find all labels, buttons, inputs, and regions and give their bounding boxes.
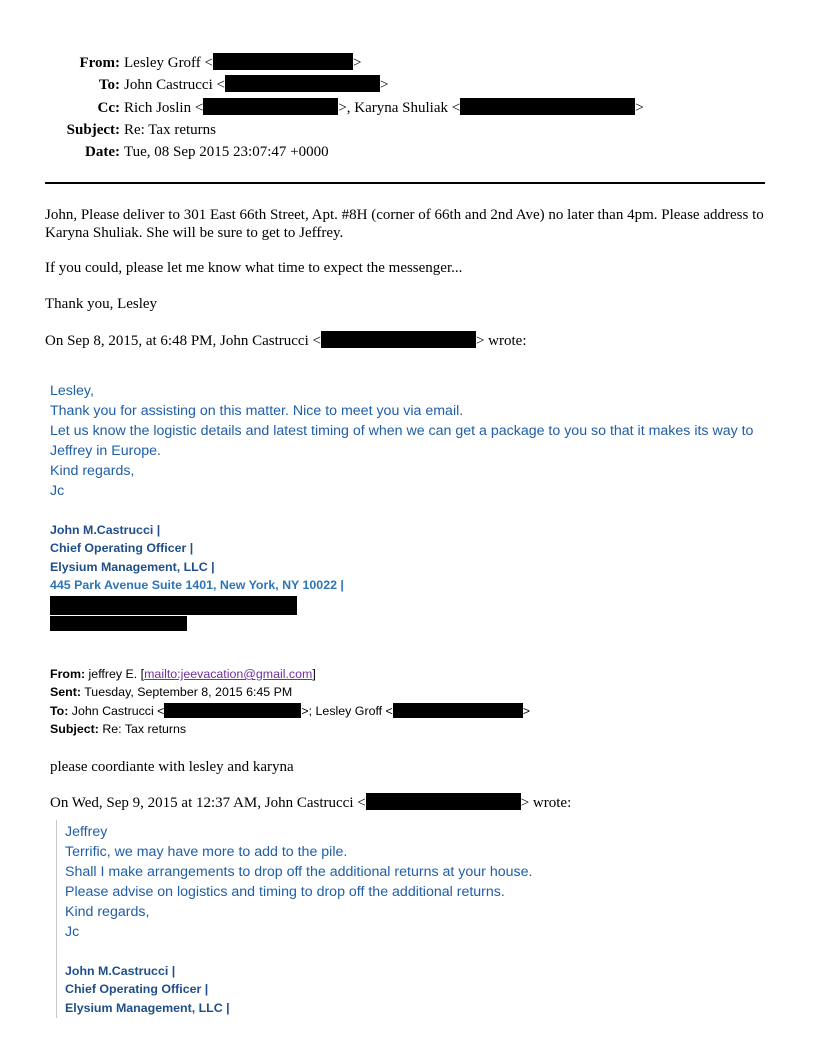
- header-date-row: [0, 141, 760, 163]
- fwd-sent-row: Sent: Tuesday, September 8, 2015 6:45 PM: [50, 685, 293, 700]
- cc-label: Cc:: [97, 99, 120, 116]
- header-subject-row: [0, 119, 760, 141]
- jeffrey-message: please coordiante with lesley and karyna: [50, 759, 294, 775]
- quote-line: Thank you for assisting on this matter. Nice to meet you via email.: [50, 403, 464, 419]
- from-label: From:: [79, 55, 120, 71]
- redaction-block: [164, 703, 301, 718]
- redaction-block: [203, 98, 338, 115]
- redaction-block: [225, 75, 380, 92]
- quote-line: Lesley,: [50, 383, 94, 399]
- quote-line: Jeffrey: [65, 824, 108, 840]
- redaction-block: [460, 98, 635, 115]
- quote-line: Shall I make arrangements to drop off the additional returns at your house.: [65, 864, 533, 880]
- redaction-block: [50, 616, 187, 631]
- quote-line: Jc: [50, 483, 65, 499]
- forwarded-header: [50, 665, 770, 738]
- signature-address: 445 Park Avenue Suite 1401, New York, NY 10022 |: [50, 577, 344, 592]
- quote-line: Let us know the logistic details and latest timing of when we can get a package to you so that it makes its way to Jeffrey in Europe.: [50, 423, 754, 459]
- to-value: John Castrucci < >: [124, 77, 389, 94]
- date-value: Tue, 08 Sep 2015 23:07:47 +0000: [124, 144, 329, 161]
- redaction-block: [321, 331, 476, 348]
- quote-line: Please advise on logistics and timing to drop off the additional returns.: [65, 884, 505, 900]
- subject-value: Re: Tax returns: [124, 121, 216, 138]
- quote-attribution-1: On Sep 8, 2015, at 6:48 PM, John Castrucci < > wrote:: [45, 333, 527, 349]
- signature-block-1: [50, 521, 344, 631]
- signature-block-2: [65, 962, 230, 1017]
- signature-title: Chief Operating Officer |: [65, 982, 209, 997]
- fwd-subject-row: Subject: Re: Tax returns: [50, 721, 187, 736]
- signature-company: Elysium Management, LLC |: [65, 1000, 230, 1015]
- subject-label: Subject:: [66, 121, 120, 138]
- quote-bar: [56, 820, 57, 1018]
- message-paragraph-2: If you could, please let me know what time to expect the messenger...: [45, 260, 463, 276]
- header-from-row: [0, 52, 760, 74]
- quote-line: Kind regards,: [65, 904, 150, 920]
- mailto-link[interactable]: mailto:jeevacation@gmail.com: [144, 667, 313, 681]
- email-header: [0, 52, 760, 163]
- header-cc-row: [0, 97, 760, 119]
- header-to-row: [0, 74, 760, 96]
- cc-value: Rich Joslin < >, Karyna Shuliak < >: [124, 99, 644, 116]
- date-label: Date:: [85, 144, 120, 161]
- redaction-block: [213, 53, 353, 70]
- to-label: To:: [98, 77, 120, 94]
- signature-name: John M.Castrucci |: [65, 964, 176, 978]
- fwd-to-row: To: John Castrucci < >; Lesley Groff < >: [50, 703, 531, 718]
- quoted-message-1: [50, 381, 775, 501]
- message-signoff: Thank you, Lesley: [45, 296, 158, 312]
- signature-title: Chief Operating Officer |: [50, 541, 194, 556]
- from-value: Lesley Groff < >: [124, 55, 362, 71]
- message-paragraph-1: John, Please deliver to 301 East 66th Street, Apt. #8H (corner of 66th and 2nd Ave) no later than 4pm. Please address to Karyna Shuliak. She will be sure to get to Jeffrey.: [45, 207, 764, 241]
- quote-line: Jc: [65, 924, 80, 940]
- quote-line: Kind regards,: [50, 463, 135, 479]
- quote-line: Terrific, we may have more to add to the pile.: [65, 844, 348, 860]
- fwd-from-row: From: jeffrey E. [mailto:jeevacation@gmail.com]: [50, 667, 316, 681]
- redaction-block: [50, 596, 297, 615]
- redaction-block: [393, 703, 523, 718]
- quote-attribution-2: On Wed, Sep 9, 2015 at 12:37 AM, John Castrucci < > wrote:: [50, 795, 572, 811]
- signature-name: John M.Castrucci |: [50, 523, 161, 537]
- signature-company: Elysium Management, LLC |: [50, 559, 215, 574]
- header-divider: [45, 182, 765, 184]
- quoted-message-2: [65, 822, 765, 942]
- redaction-block: [366, 793, 521, 810]
